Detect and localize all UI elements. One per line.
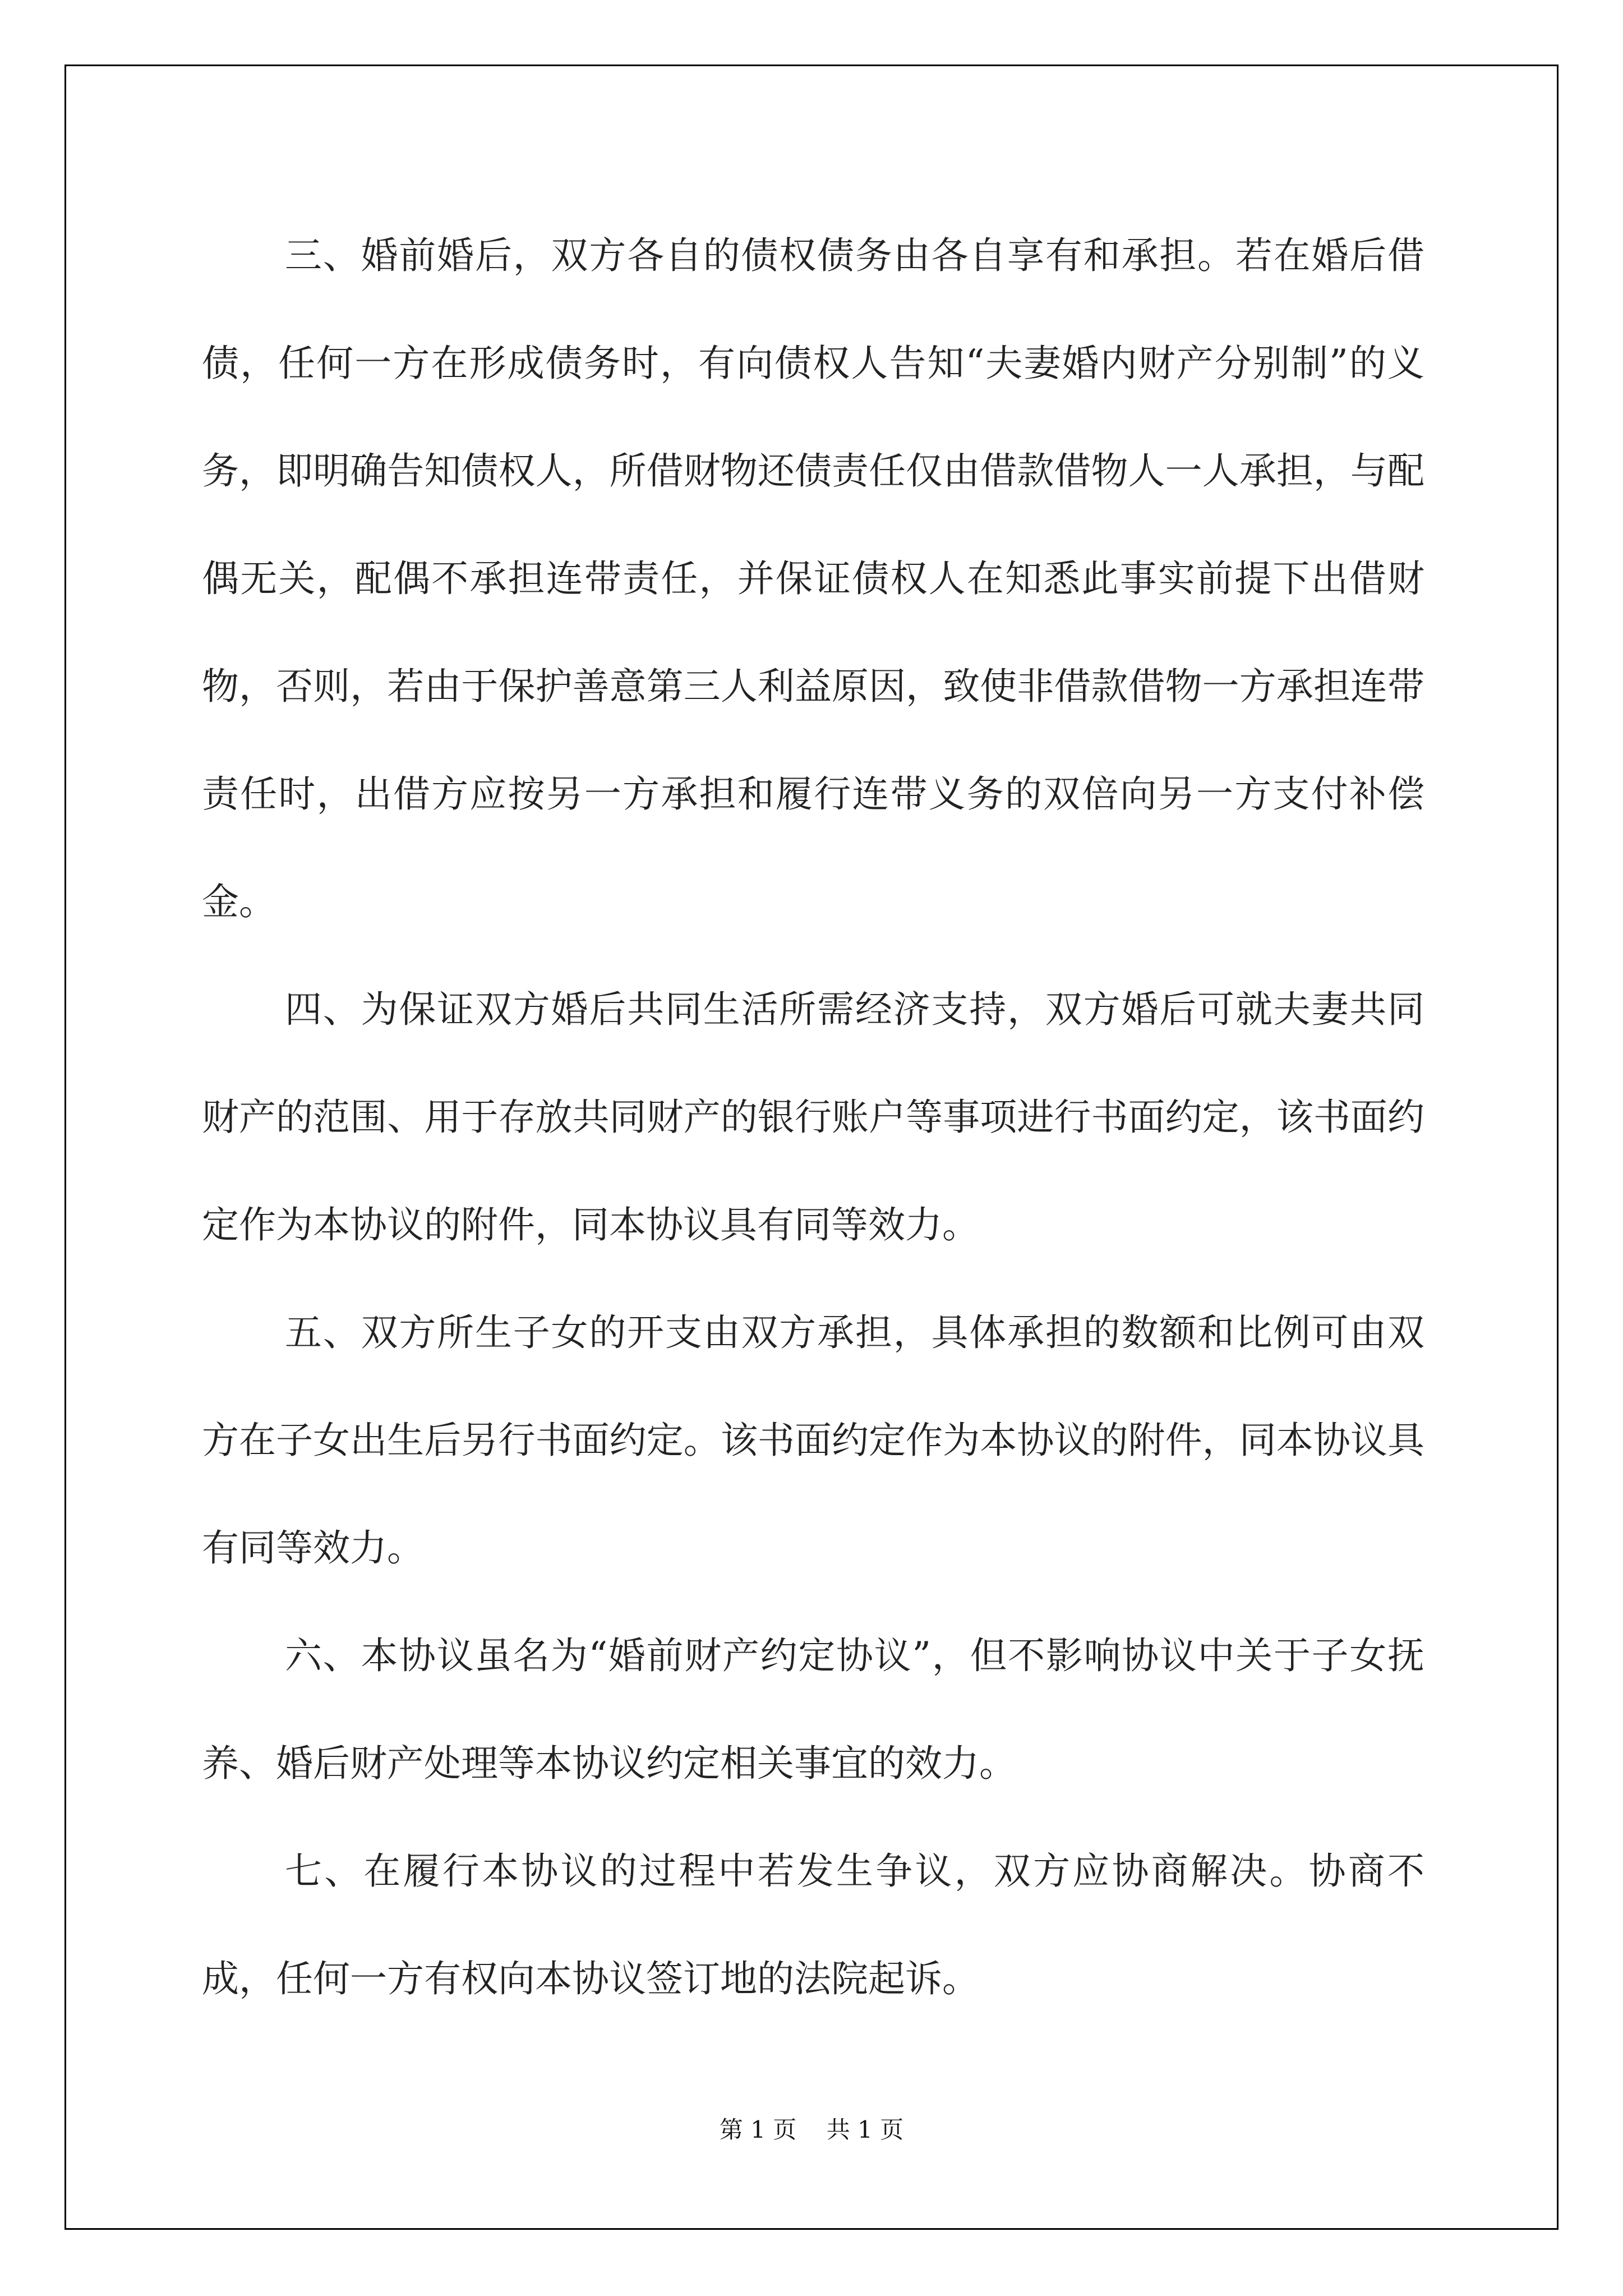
- paragraph-5: 五、双方所生子女的开支由双方承担，具体承担的数额和比例可由双方在子女出生后另行书面约定。该书面约定作为本协议的附件，同本协议具有同等效力。: [202, 1311, 1424, 1570]
- page-number-footer: 第 1 页 共 1 页: [719, 2116, 904, 2143]
- paragraph-3: 三、婚前婚后，双方各自的债权债务由各自享有和承担。若在婚后借债，任何一方在形成债务时，有向债权人告知“夫妻婚内财产分别制”的义务，即明确告知债权人，所借财物还债责任仅由借款借物人一人承担，与配偶无关，配偶不承担连带责任，并保证债权人在知悉此事实前提下出借财物，否则，若由于保护善意第三人利益原因，致使非借款借物一方承担连带责任时，出借方应按另一方承担和履行连带义务的双倍向另一方支付补偿金。: [202, 234, 1424, 923]
- paragraph-7: 七、在履行本协议的过程中若发生争议，双方应协商解决。协商不成，任何一方有权向本协议签订地的法院起诉。: [202, 1849, 1424, 2000]
- paragraph-6: 六、本协议虽名为“婚前财产约定协议”，但不影响协议中关于子女抚养、婚后财产处理等本协议约定相关事宜的效力。: [202, 1634, 1424, 1785]
- paragraph-4: 四、为保证双方婚后共同生活所需经济支持，双方婚后可就夫妻共同财产的范围、用于存放共同财产的银行账户等事项进行书面约定，该书面约定作为本协议的附件，同本协议具有同等效力。: [202, 988, 1424, 1246]
- document-body: [202, 202, 1424, 2033]
